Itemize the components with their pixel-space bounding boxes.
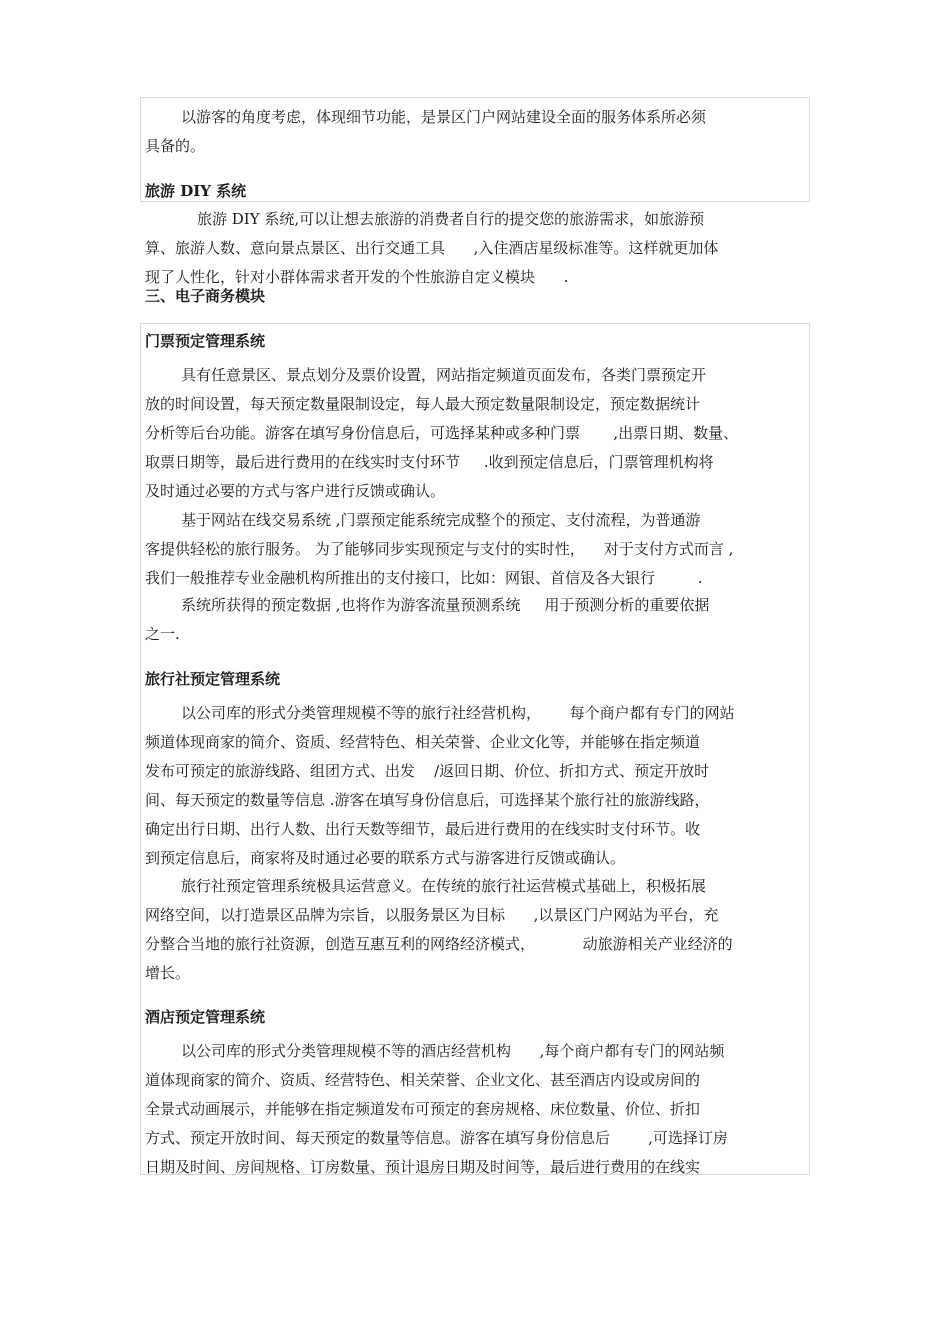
text-line: 现了人性化，针对小群体需求者开发的个性旅游自定义模块 . (145, 268, 569, 286)
text-line: 以游客的角度考虑，体现细节功能，是景区门户网站建设全面的服务体系所必须 (181, 108, 707, 126)
text-line: 分整合当地的旅行社资源，创造互惠互利的网络经济模式， 动旅游相关产业经济的 (145, 935, 733, 953)
text-line: 以公司库的形式分类管理规模不等的旅行社经营机构， 每个商户都有专门的网站 (181, 704, 735, 722)
section-heading-travel-agency: 旅行社预定管理系统 (145, 670, 281, 688)
ticket-paragraph-3 (145, 591, 805, 649)
text-line: 算、旅游人数、意向景点景区、出行交通工具 ,入住酒店星级标准等。这样就更加体 (145, 239, 719, 257)
text-line: 我们一般推荐专业金融机构所推出的支付接口，比如：网银、首信及各大银行 . (145, 569, 703, 587)
text-line: 具备的。 (145, 137, 206, 155)
text-line: 及时通过必要的方式与客户进行反馈或确认。 (145, 482, 446, 500)
ticket-paragraph-1 (145, 361, 805, 506)
travel-paragraph-2 (145, 872, 805, 988)
text-line: 分析等后台功能。游客在填写身份信息后，可选择某种或多种门票 ,出票日期、数量、 (145, 424, 739, 442)
section-heading-diy: 旅游 DIY 系统 (145, 182, 247, 200)
text-line: 到预定信息后，商家将及时通过必要的联系方式与游客进行反馈或确认。 (145, 849, 626, 867)
text-line: 确定出行日期、出行人数、出行天数等细节，最后进行费用的在线实时支付环节。收 (145, 820, 701, 838)
text-line: 之一. (145, 625, 180, 643)
intro-paragraph (145, 103, 805, 161)
text-line: 方式、预定开放时间、每天预定的数量等信息。游客在填写身份信息后 ,可选择订房 (145, 1129, 728, 1147)
text-line: 旅游 DIY 系统,可以让想去旅游的消费者自行的提交您的旅游需求，如旅游预 (197, 210, 705, 228)
travel-paragraph-1 (145, 699, 805, 873)
section-heading-ecommerce: 三、电子商务模块 (145, 287, 266, 305)
text-line: 频道体现商家的简介、资质、经营特色、相关荣誉、企业文化等，并能够在指定频道 (145, 733, 701, 751)
hotel-paragraph-1 (145, 1037, 805, 1182)
text-line: 增长。 (145, 964, 191, 982)
text-line: 全景式动画展示，并能够在指定频道发布可预定的套房规格、床位数量、价位、折扣 (145, 1100, 701, 1118)
text-line: 以公司库的形式分类管理规模不等的酒店经营机构 ,每个商户都有专门的网站频 (181, 1042, 725, 1060)
diy-paragraph (145, 205, 805, 292)
text-line: 取票日期等，最后进行费用的在线实时支付环节 .收到预定信息后，门票管理机构将 (145, 453, 714, 471)
text-line: 放的时间设置，每天预定数量限制设定，每人最大预定数量限制设定，预定数据统计 (145, 395, 701, 413)
text-line: 系统所获得的预定数据 ,也将作为游客流量预测系统 用于预测分析的重要依据 (181, 596, 710, 614)
text-line: 基于网站在线交易系统 ,门票预定能系统完成整个的预定、支付流程，为普通游 (181, 511, 701, 529)
text-line: 道体现商家的简介、资质、经营特色、相关荣誉、企业文化、甚至酒店内设或房间的 (145, 1071, 701, 1089)
text-line: 客提供轻松的旅行服务。 为了能够同步实现预定与支付的实时性， 对于支付方式而言 , (145, 540, 734, 558)
text-line: 日期及时间、房间规格、订房数量、预计退房日期及时间等，最后进行费用的在线实 (145, 1158, 701, 1176)
text-line: 旅行社预定管理系统极具运营意义。在传统的旅行社运营模式基础上，积极拓展 (181, 877, 707, 895)
text-line: 网络空间，以打造景区品牌为宗旨，以服务景区为目标 ,以景区门户网站为平台，充 (145, 906, 719, 924)
text-line: 发布可预定的旅游线路、组团方式、出发 /返回日期、价位、折扣方式、预定开放时 (145, 762, 710, 780)
text-line: 间、每天预定的数量等信息 .游客在填写身份信息后，可选择某个旅行社的旅游线路， (145, 791, 710, 809)
ticket-paragraph-2 (145, 506, 805, 593)
section-heading-hotel: 酒店预定管理系统 (145, 1008, 266, 1026)
section-heading-ticket: 门票预定管理系统 (145, 332, 266, 350)
text-line: 具有任意景区、景点划分及票价设置，网站指定频道页面发布，各类门票预定开 (181, 366, 707, 384)
